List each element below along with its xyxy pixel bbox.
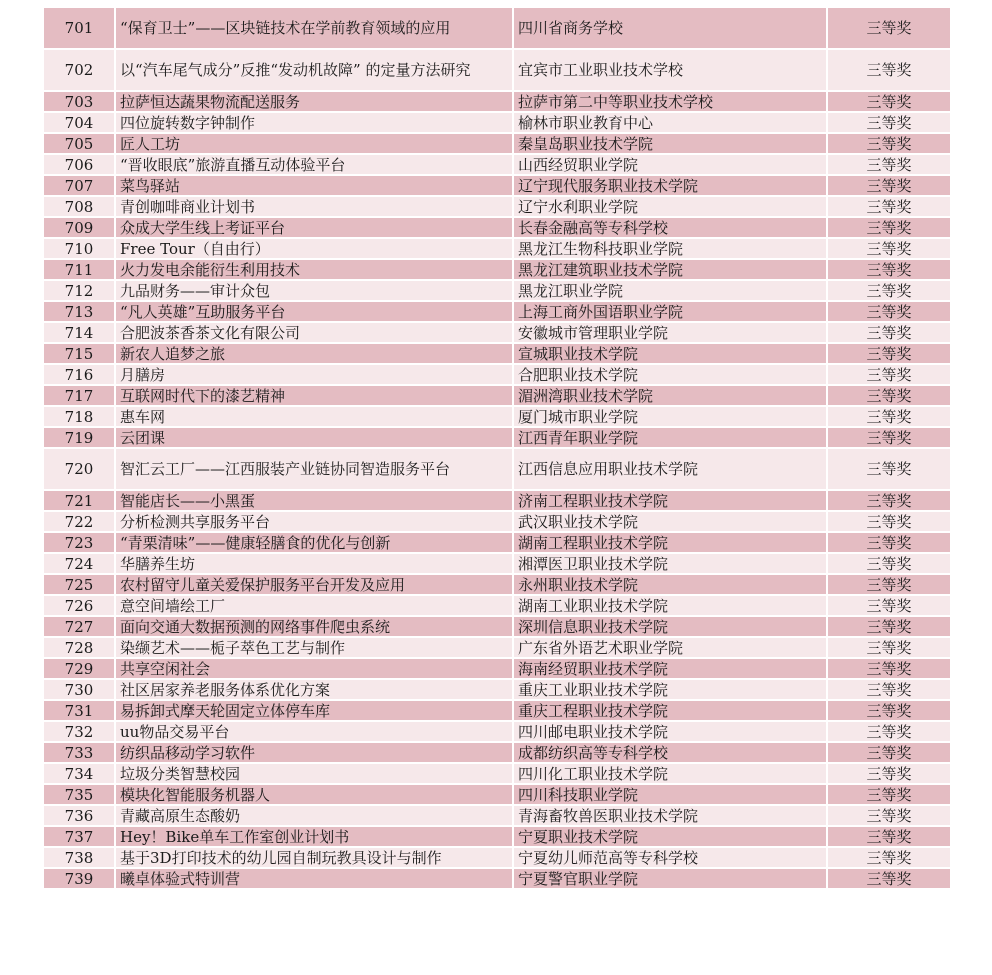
school-name-cell: 重庆工业职业技术学院: [513, 679, 827, 700]
row-number-cell: 726: [43, 595, 115, 616]
project-name-cell: 匠人工坊: [115, 133, 513, 154]
project-name-cell: Hey！Bike单车工作室创业计划书: [115, 826, 513, 847]
award-level-cell: 三等奖: [827, 805, 951, 826]
award-level-cell: 三等奖: [827, 763, 951, 784]
table-row: [43, 154, 951, 175]
award-level-cell: 三等奖: [827, 679, 951, 700]
award-level-cell: 三等奖: [827, 658, 951, 679]
project-name-cell: 火力发电余能衍生利用技术: [115, 259, 513, 280]
award-level-cell: 三等奖: [827, 742, 951, 763]
school-name-cell: 重庆工程职业技术学院: [513, 700, 827, 721]
table-row: [43, 511, 951, 532]
row-number-cell: 717: [43, 385, 115, 406]
award-level-cell: 三等奖: [827, 364, 951, 385]
row-number-cell: 720: [43, 448, 115, 490]
award-level-cell: 三等奖: [827, 406, 951, 427]
award-level-cell: 三等奖: [827, 490, 951, 511]
row-number-cell: 723: [43, 532, 115, 553]
row-number-cell: 738: [43, 847, 115, 868]
school-name-cell: 江西青年职业学院: [513, 427, 827, 448]
table-row: [43, 490, 951, 511]
school-name-cell: 深圳信息职业技术学院: [513, 616, 827, 637]
school-name-cell: 秦皇岛职业技术学院: [513, 133, 827, 154]
project-name-cell: 拉萨恒达蔬果物流配送服务: [115, 91, 513, 112]
row-number-cell: 721: [43, 490, 115, 511]
project-name-cell: uu物品交易平台: [115, 721, 513, 742]
table-row: [43, 385, 951, 406]
award-level-cell: 三等奖: [827, 280, 951, 301]
project-name-cell: 众成大学生线上考证平台: [115, 217, 513, 238]
table-row: [43, 616, 951, 637]
school-name-cell: 辽宁水利职业学院: [513, 196, 827, 217]
table-row: [43, 322, 951, 343]
school-name-cell: 宁夏警官职业学院: [513, 868, 827, 889]
school-name-cell: 海南经贸职业技术学院: [513, 658, 827, 679]
table-row: [43, 763, 951, 784]
award-level-cell: 三等奖: [827, 217, 951, 238]
school-name-cell: 青海畜牧兽医职业技术学院: [513, 805, 827, 826]
project-name-cell: 易拆卸式摩天轮固定立体停车库: [115, 700, 513, 721]
award-level-cell: 三等奖: [827, 700, 951, 721]
table-row: [43, 364, 951, 385]
row-number-cell: 716: [43, 364, 115, 385]
school-name-cell: 宁夏幼儿师范高等专科学校: [513, 847, 827, 868]
row-number-cell: 701: [43, 7, 115, 49]
school-name-cell: 湖南工程职业技术学院: [513, 532, 827, 553]
project-name-cell: 青创咖啡商业计划书: [115, 196, 513, 217]
school-name-cell: 永州职业技术学院: [513, 574, 827, 595]
award-level-cell: 三等奖: [827, 868, 951, 889]
table-row: [43, 217, 951, 238]
school-name-cell: 湄洲湾职业技术学院: [513, 385, 827, 406]
row-number-cell: 708: [43, 196, 115, 217]
project-name-cell: “青栗清味”——健康轻膳食的优化与创新: [115, 532, 513, 553]
school-name-cell: 宜宾市工业职业技术学校: [513, 49, 827, 91]
school-name-cell: 江西信息应用职业技术学院: [513, 448, 827, 490]
award-level-cell: 三等奖: [827, 7, 951, 49]
award-level-cell: 三等奖: [827, 175, 951, 196]
award-level-cell: 三等奖: [827, 826, 951, 847]
row-number-cell: 727: [43, 616, 115, 637]
table-row: [43, 847, 951, 868]
school-name-cell: 成都纺织高等专科学校: [513, 742, 827, 763]
award-level-cell: 三等奖: [827, 259, 951, 280]
project-name-cell: “凡人英雄”互助服务平台: [115, 301, 513, 322]
school-name-cell: 四川省商务学校: [513, 7, 827, 49]
project-name-cell: 农村留守儿童关爱保护服务平台开发及应用: [115, 574, 513, 595]
school-name-cell: 四川科技职业学院: [513, 784, 827, 805]
table-row: [43, 301, 951, 322]
project-name-cell: 互联网时代下的漆艺精神: [115, 385, 513, 406]
row-number-cell: 724: [43, 553, 115, 574]
table-row: [43, 805, 951, 826]
award-level-cell: 三等奖: [827, 91, 951, 112]
school-name-cell: 黑龙江建筑职业技术学院: [513, 259, 827, 280]
award-level-cell: 三等奖: [827, 385, 951, 406]
row-number-cell: 715: [43, 343, 115, 364]
school-name-cell: 合肥职业技术学院: [513, 364, 827, 385]
awards-table: [42, 6, 952, 890]
row-number-cell: 739: [43, 868, 115, 889]
award-level-cell: 三等奖: [827, 154, 951, 175]
project-name-cell: 垃圾分类智慧校园: [115, 763, 513, 784]
row-number-cell: 736: [43, 805, 115, 826]
table-row: [43, 175, 951, 196]
school-name-cell: 山西经贸职业学院: [513, 154, 827, 175]
row-number-cell: 707: [43, 175, 115, 196]
school-name-cell: 长春金融高等专科学校: [513, 217, 827, 238]
row-number-cell: 704: [43, 112, 115, 133]
award-level-cell: 三等奖: [827, 322, 951, 343]
school-name-cell: 黑龙江生物科技职业学院: [513, 238, 827, 259]
project-name-cell: 云团课: [115, 427, 513, 448]
row-number-cell: 735: [43, 784, 115, 805]
table-row: [43, 133, 951, 154]
project-name-cell: 纺织品移动学习软件: [115, 742, 513, 763]
project-name-cell: 分析检测共享服务平台: [115, 511, 513, 532]
table-row: [43, 427, 951, 448]
table-row: [43, 196, 951, 217]
row-number-cell: 728: [43, 637, 115, 658]
award-level-cell: 三等奖: [827, 721, 951, 742]
table-row: [43, 343, 951, 364]
project-name-cell: “保育卫士”——区块链技术在学前教育领域的应用: [115, 7, 513, 49]
school-name-cell: 四川邮电职业技术学院: [513, 721, 827, 742]
table-row: [43, 112, 951, 133]
table-row: [43, 49, 951, 91]
school-name-cell: 宣城职业技术学院: [513, 343, 827, 364]
award-level-cell: 三等奖: [827, 532, 951, 553]
row-number-cell: 703: [43, 91, 115, 112]
row-number-cell: 730: [43, 679, 115, 700]
row-number-cell: 709: [43, 217, 115, 238]
award-level-cell: 三等奖: [827, 616, 951, 637]
school-name-cell: 武汉职业技术学院: [513, 511, 827, 532]
project-name-cell: “晋收眼底”旅游直播互动体验平台: [115, 154, 513, 175]
school-name-cell: 上海工商外国语职业学院: [513, 301, 827, 322]
award-level-cell: 三等奖: [827, 847, 951, 868]
table-row: [43, 595, 951, 616]
project-name-cell: 菜鸟驿站: [115, 175, 513, 196]
table-row: [43, 7, 951, 49]
table-row: [43, 721, 951, 742]
award-level-cell: 三等奖: [827, 553, 951, 574]
table-row: [43, 280, 951, 301]
project-name-cell: 惠车网: [115, 406, 513, 427]
table-row: [43, 406, 951, 427]
award-level-cell: 三等奖: [827, 574, 951, 595]
school-name-cell: 榆林市职业教育中心: [513, 112, 827, 133]
row-number-cell: 722: [43, 511, 115, 532]
project-name-cell: 新农人追梦之旅: [115, 343, 513, 364]
award-level-cell: 三等奖: [827, 196, 951, 217]
table-row: [43, 742, 951, 763]
row-number-cell: 725: [43, 574, 115, 595]
row-number-cell: 705: [43, 133, 115, 154]
row-number-cell: 734: [43, 763, 115, 784]
project-name-cell: 四位旋转数字钟制作: [115, 112, 513, 133]
row-number-cell: 732: [43, 721, 115, 742]
table-row: [43, 532, 951, 553]
table-row: [43, 637, 951, 658]
school-name-cell: 宁夏职业技术学院: [513, 826, 827, 847]
row-number-cell: 706: [43, 154, 115, 175]
school-name-cell: 安徽城市管理职业学院: [513, 322, 827, 343]
table-row: [43, 238, 951, 259]
award-level-cell: 三等奖: [827, 343, 951, 364]
project-name-cell: 智汇云工厂——江西服装产业链协同智造服务平台: [115, 448, 513, 490]
table-body: [43, 7, 951, 889]
row-number-cell: 718: [43, 406, 115, 427]
project-name-cell: 意空间墙绘工厂: [115, 595, 513, 616]
project-name-cell: 染缬艺术——栀子萃色工艺与制作: [115, 637, 513, 658]
school-name-cell: 四川化工职业技术学院: [513, 763, 827, 784]
school-name-cell: 辽宁现代服务职业技术学院: [513, 175, 827, 196]
project-name-cell: 月膳房: [115, 364, 513, 385]
project-name-cell: 合肥波茶香茶文化有限公司: [115, 322, 513, 343]
project-name-cell: 基于3D打印技术的幼儿园自制玩教具设计与制作: [115, 847, 513, 868]
award-level-cell: 三等奖: [827, 49, 951, 91]
table-row: [43, 448, 951, 490]
school-name-cell: 黑龙江职业学院: [513, 280, 827, 301]
table-row: [43, 679, 951, 700]
award-level-cell: 三等奖: [827, 448, 951, 490]
award-level-cell: 三等奖: [827, 784, 951, 805]
row-number-cell: 733: [43, 742, 115, 763]
award-level-cell: 三等奖: [827, 238, 951, 259]
award-level-cell: 三等奖: [827, 637, 951, 658]
project-name-cell: 智能店长——小黑蛋: [115, 490, 513, 511]
project-name-cell: 共享空闲社会: [115, 658, 513, 679]
project-name-cell: 九品财务——审计众包: [115, 280, 513, 301]
row-number-cell: 713: [43, 301, 115, 322]
school-name-cell: 拉萨市第二中等职业技术学校: [513, 91, 827, 112]
table-row: [43, 91, 951, 112]
project-name-cell: 以“汽车尾气成分”反推“发动机故障” 的定量方法研究: [115, 49, 513, 91]
table-row: [43, 700, 951, 721]
row-number-cell: 711: [43, 259, 115, 280]
table-row: [43, 259, 951, 280]
school-name-cell: 广东省外语艺术职业学院: [513, 637, 827, 658]
table-row: [43, 868, 951, 889]
project-name-cell: 曦卓体验式特训营: [115, 868, 513, 889]
row-number-cell: 710: [43, 238, 115, 259]
row-number-cell: 731: [43, 700, 115, 721]
table-row: [43, 553, 951, 574]
award-level-cell: 三等奖: [827, 301, 951, 322]
row-number-cell: 729: [43, 658, 115, 679]
row-number-cell: 712: [43, 280, 115, 301]
project-name-cell: 青藏高原生态酸奶: [115, 805, 513, 826]
table-row: [43, 784, 951, 805]
table-row: [43, 826, 951, 847]
table-row: [43, 658, 951, 679]
row-number-cell: 714: [43, 322, 115, 343]
award-level-cell: 三等奖: [827, 133, 951, 154]
school-name-cell: 济南工程职业技术学院: [513, 490, 827, 511]
project-name-cell: 社区居家养老服务体系优化方案: [115, 679, 513, 700]
award-level-cell: 三等奖: [827, 427, 951, 448]
project-name-cell: 华膳养生坊: [115, 553, 513, 574]
school-name-cell: 湖南工业职业技术学院: [513, 595, 827, 616]
project-name-cell: 面向交通大数据预测的网络事件爬虫系统: [115, 616, 513, 637]
school-name-cell: 厦门城市职业学院: [513, 406, 827, 427]
row-number-cell: 737: [43, 826, 115, 847]
project-name-cell: Free Tour（自由行）: [115, 238, 513, 259]
project-name-cell: 模块化智能服务机器人: [115, 784, 513, 805]
award-level-cell: 三等奖: [827, 112, 951, 133]
row-number-cell: 719: [43, 427, 115, 448]
award-level-cell: 三等奖: [827, 595, 951, 616]
table-row: [43, 574, 951, 595]
row-number-cell: 702: [43, 49, 115, 91]
award-level-cell: 三等奖: [827, 511, 951, 532]
school-name-cell: 湘潭医卫职业技术学院: [513, 553, 827, 574]
